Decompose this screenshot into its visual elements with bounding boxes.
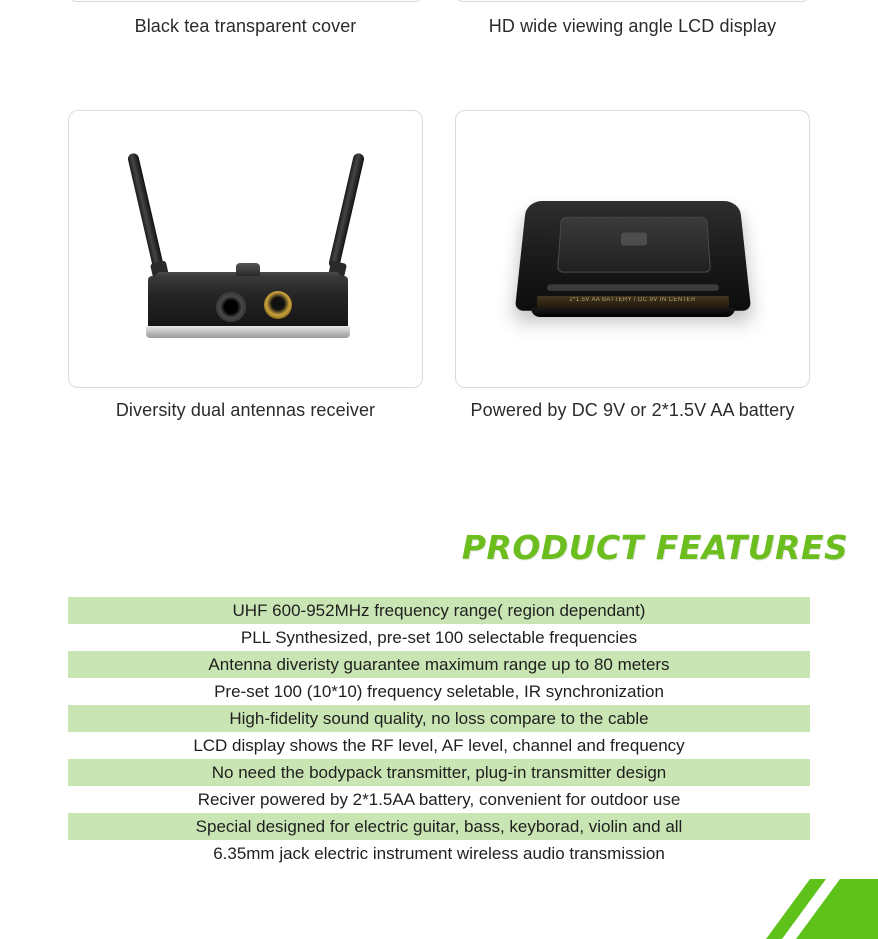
dc-power-jack-icon [216,292,246,322]
battery-unit-foot [531,308,735,317]
photo-card-battery [455,110,810,388]
caption-power-source: Powered by DC 9V or 2*1.5V AA battery [470,400,795,420]
battery-unit-illustration [503,160,763,350]
product-features-heading: PRODUCT FEATURES [461,528,849,567]
antenna-right-icon [327,152,364,269]
feature-row: Reciver powered by 2*1.5AA battery, convenient for outdoor use [197,790,681,809]
photo-card-receiver [68,110,423,388]
caption-diversity-antennas: Diversity dual antennas receiver [115,400,376,420]
battery-label-text: 2*1.5V AA BATTERY / DC 9V IN CENTER [569,296,696,303]
receiver-illustration [96,134,396,364]
caption-lcd-display: HD wide viewing angle LCD display [488,16,777,36]
antenna-left-icon [126,152,163,269]
battery-clip-slot [546,284,719,290]
corner-chevron-decoration [748,879,878,939]
feature-row: Special designed for electric guitar, bass, keyborad, violin and all [68,813,810,840]
feature-row: LCD display shows the RF level, AF level, channel and frequency [193,736,685,755]
feature-row: PLL Synthesized, pre-set 100 selectable frequencies [240,628,638,647]
corner-chevron-icon [748,879,878,939]
caption-black-tea-cover: Black tea transparent cover [134,16,357,36]
photo-card-top-right [455,0,810,2]
feature-row: Pre-set 100 (10*10) frequency seletable, IR synchronization [214,682,664,701]
feature-row: No need the bodypack transmitter, plug-in transmitter design [68,759,810,786]
feature-row: High-fidelity sound quality, no loss compare to the cable [68,705,810,732]
receiver-body [148,276,348,328]
product-features-list [68,597,810,867]
feature-row: Antenna diveristy guarantee maximum range up to 80 meters [68,651,810,678]
feature-row: UHF 600-952MHz frequency range( region dependant) [68,597,810,624]
feature-row: 6.35mm jack electric instrument wireless audio transmission [213,844,665,863]
audio-output-jack-icon [264,291,292,319]
battery-door-latch [620,232,646,245]
receiver-base-plate [146,326,350,338]
photo-card-top-left [68,0,423,2]
